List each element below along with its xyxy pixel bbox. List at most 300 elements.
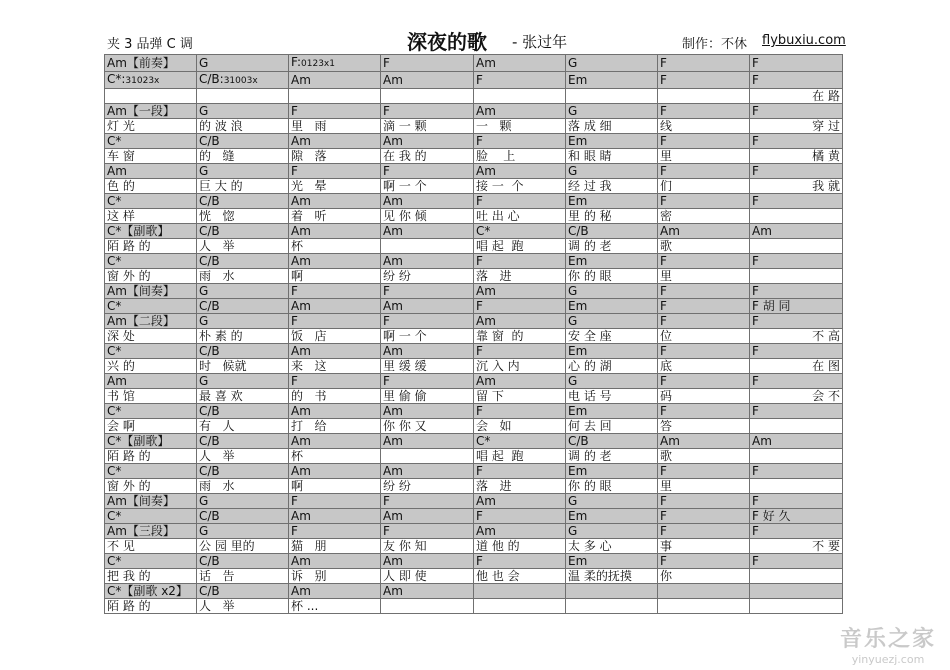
chord-cell: F xyxy=(381,374,474,389)
chord-cell: Am xyxy=(474,524,566,539)
chord-cell: C/B:31003x xyxy=(197,72,289,89)
chord-cell: F xyxy=(289,164,381,179)
lyric-cell: 我 就 xyxy=(750,179,843,194)
lyric-row xyxy=(105,149,843,164)
lyric-cell: 调 的 老 xyxy=(566,239,658,254)
lyric-cell: 何 去 回 xyxy=(566,419,658,434)
chord-cell xyxy=(474,584,566,599)
lyric-cell: 在 我 的 xyxy=(381,149,474,164)
lyric-cell: 们 xyxy=(658,179,750,194)
chord-cell: F xyxy=(658,299,750,314)
chord-cell: F xyxy=(658,554,750,569)
lyric-cell: 在 路 xyxy=(750,89,843,104)
chord-cell: F xyxy=(750,404,843,419)
chord-cell: Am xyxy=(381,344,474,359)
chord-cell: F xyxy=(474,554,566,569)
chord-cell: Em xyxy=(566,344,658,359)
chord-cell: C/B xyxy=(566,224,658,239)
chord-cell: G xyxy=(197,494,289,509)
lyric-cell: 唱 起 跑 xyxy=(474,449,566,464)
lyric-row xyxy=(105,89,843,104)
chord-cell: F xyxy=(658,404,750,419)
chord-cell: Am xyxy=(381,299,474,314)
chord-cell: F xyxy=(289,494,381,509)
lyric-cell: 线 xyxy=(658,119,750,134)
lyric-cell: 你 的 眼 xyxy=(566,479,658,494)
lyric-cell: 不 高 xyxy=(750,329,843,344)
lyric-cell: 着 听 xyxy=(289,209,381,224)
chord-cell: Am xyxy=(381,134,474,149)
lyric-cell xyxy=(566,89,658,104)
chord-cell: G xyxy=(197,374,289,389)
chord-row xyxy=(105,404,843,419)
chord-row xyxy=(105,524,843,539)
chord-cell: Am xyxy=(289,194,381,209)
lyric-cell: 里 xyxy=(658,269,750,284)
lyric-cell: 道 他 的 xyxy=(474,539,566,554)
lyric-cell xyxy=(750,599,843,614)
chord-cell: Am xyxy=(381,554,474,569)
chord-row xyxy=(105,434,843,449)
chord-cell: C/B xyxy=(197,254,289,269)
chord-cell: C/B xyxy=(197,224,289,239)
chord-row xyxy=(105,554,843,569)
chord-row xyxy=(105,374,843,389)
lyric-cell: 书 馆 xyxy=(105,389,197,404)
chord-cell: F xyxy=(658,509,750,524)
site-link[interactable]: flybuxiu.com xyxy=(762,33,846,48)
chord-cell: Em xyxy=(566,134,658,149)
chord-cell: G xyxy=(197,104,289,119)
lyric-cell: 靠 窗 的 xyxy=(474,329,566,344)
chord-cell: F xyxy=(474,194,566,209)
capo-instruction: 夹 3 品弹 C 调 xyxy=(107,37,193,52)
lyric-cell: 车 窗 xyxy=(105,149,197,164)
watermark-logo xyxy=(840,622,936,666)
chord-cell: Am xyxy=(105,374,197,389)
chord-cell: G xyxy=(197,284,289,299)
lyric-cell: 落 进 xyxy=(474,479,566,494)
chord-cell: F xyxy=(750,72,843,89)
chord-cell: C/B xyxy=(197,464,289,479)
chord-row xyxy=(105,164,843,179)
lyric-cell xyxy=(750,479,843,494)
chord-cell: F xyxy=(658,524,750,539)
lyric-cell: 心 的 湖 xyxy=(566,359,658,374)
lyric-row xyxy=(105,479,843,494)
chord-cell: F xyxy=(750,284,843,299)
chord-cell: F xyxy=(750,464,843,479)
chord-cell: Am【一段】 xyxy=(105,104,197,119)
chord-cell: Am xyxy=(474,494,566,509)
lyric-cell: 朴 素 的 xyxy=(197,329,289,344)
chord-cell: G xyxy=(566,524,658,539)
lyric-cell: 饭 店 xyxy=(289,329,381,344)
lyric-cell xyxy=(197,89,289,104)
chord-cell: F xyxy=(474,464,566,479)
chord-cell: C/B xyxy=(197,584,289,599)
chord-cell: C/B xyxy=(197,404,289,419)
chord-cell: Am xyxy=(474,314,566,329)
lyric-cell: 里 的 秘 xyxy=(566,209,658,224)
chord-cell: C*:31023x xyxy=(105,72,197,89)
chord-cell: F xyxy=(658,494,750,509)
chord-cell: F xyxy=(750,104,843,119)
lyric-cell: 码 xyxy=(658,389,750,404)
chord-cell: G xyxy=(197,524,289,539)
lyric-cell: 啊 xyxy=(289,269,381,284)
lyric-cell: 色 的 xyxy=(105,179,197,194)
chord-cell: Em xyxy=(566,254,658,269)
chord-cell: F xyxy=(658,134,750,149)
lyric-cell xyxy=(474,89,566,104)
lyric-cell: 穿 过 xyxy=(750,119,843,134)
chord-cell: Am xyxy=(381,404,474,419)
watermark-url: yinyuezj.com xyxy=(851,653,925,666)
lyric-cell: 位 xyxy=(658,329,750,344)
chord-cell: F xyxy=(658,374,750,389)
chord-cell: Am xyxy=(289,134,381,149)
lyric-cell: 雨 水 xyxy=(197,479,289,494)
lyric-cell: 杯 ... xyxy=(289,599,381,614)
lyric-cell: 纷 纷 xyxy=(381,269,474,284)
chord-cell: G xyxy=(197,55,289,72)
lyric-cell: 诉 别 xyxy=(289,569,381,584)
lyric-cell xyxy=(750,239,843,254)
chord-cell: G xyxy=(566,284,658,299)
lyric-cell xyxy=(381,599,474,614)
lyric-cell: 见 你 倾 xyxy=(381,209,474,224)
lyric-cell: 人 即 使 xyxy=(381,569,474,584)
chord-cell: C* xyxy=(474,434,566,449)
chord-row xyxy=(105,509,843,524)
chord-cell: C* xyxy=(105,344,197,359)
lyric-cell: 杯 xyxy=(289,449,381,464)
chord-cell: Am xyxy=(381,254,474,269)
song-title: 深夜的歌 xyxy=(407,30,487,54)
chord-cell: F xyxy=(474,299,566,314)
chord-cell: F xyxy=(289,374,381,389)
chord-cell: Am【间奏】 xyxy=(105,494,197,509)
chord-cell: C*【副歌】 xyxy=(105,434,197,449)
lyric-cell: 歌 xyxy=(658,239,750,254)
watermark-main: 音乐之家 xyxy=(839,627,936,652)
chord-cell: F xyxy=(381,494,474,509)
chord-cell: C/B xyxy=(197,434,289,449)
lyric-cell xyxy=(566,599,658,614)
chord-cell: Am xyxy=(658,224,750,239)
chord-cell: C/B xyxy=(197,509,289,524)
lyric-cell: 接 一 个 xyxy=(474,179,566,194)
lyric-row xyxy=(105,209,843,224)
chord-cell: F xyxy=(474,254,566,269)
chord-cell: C/B xyxy=(197,299,289,314)
lyric-cell: 窗 外 的 xyxy=(105,269,197,284)
chord-row xyxy=(105,314,843,329)
chord-cell: Am xyxy=(381,584,474,599)
lyric-cell: 不 见 xyxy=(105,539,197,554)
chord-cell: F xyxy=(750,524,843,539)
lyric-cell: 光 晕 xyxy=(289,179,381,194)
lyric-cell: 脸 上 xyxy=(474,149,566,164)
chord-cell: C* xyxy=(105,134,197,149)
lyric-cell: 在 图 xyxy=(750,359,843,374)
lyric-cell: 调 的 老 xyxy=(566,449,658,464)
lyric-cell: 太 多 心 xyxy=(566,539,658,554)
lyric-cell xyxy=(105,89,197,104)
chord-cell: Am xyxy=(474,164,566,179)
lyric-cell: 歌 xyxy=(658,449,750,464)
chord-cell: Em xyxy=(566,404,658,419)
chord-cell: F xyxy=(750,134,843,149)
lyric-cell: 窗 外 的 xyxy=(105,479,197,494)
lyric-cell: 巨 大 的 xyxy=(197,179,289,194)
chord-cell: Am xyxy=(381,464,474,479)
chord-cell: C* xyxy=(105,464,197,479)
chord-cell: Am xyxy=(381,509,474,524)
lyric-cell: 和 眼 睛 xyxy=(566,149,658,164)
lyric-cell: 的 缝 xyxy=(197,149,289,164)
lyric-cell: 人 举 xyxy=(197,449,289,464)
chord-cell: F xyxy=(750,164,843,179)
chord-cell: F xyxy=(474,344,566,359)
lyric-cell: 最 喜 欢 xyxy=(197,389,289,404)
lyric-cell xyxy=(750,209,843,224)
chord-cell: Am【前奏】 xyxy=(105,55,197,72)
chord-row xyxy=(105,284,843,299)
lyric-cell: 陌 路 的 xyxy=(105,599,197,614)
chord-cell: F xyxy=(750,194,843,209)
lyric-cell: 的 波 浪 xyxy=(197,119,289,134)
lyric-cell: 里 缓 缓 xyxy=(381,359,474,374)
chord-cell: F xyxy=(750,344,843,359)
chord-cell: Am xyxy=(289,404,381,419)
lyric-cell: 陌 路 的 xyxy=(105,449,197,464)
chord-cell: C* xyxy=(105,509,197,524)
lyric-row xyxy=(105,239,843,254)
lyric-cell: 会 如 xyxy=(474,419,566,434)
lyric-cell: 唱 起 跑 xyxy=(474,239,566,254)
chord-cell xyxy=(658,584,750,599)
chord-row xyxy=(105,464,843,479)
chord-row xyxy=(105,224,843,239)
lyric-cell: 恍 惚 xyxy=(197,209,289,224)
chord-cell: Am xyxy=(289,584,381,599)
chord-cell: G xyxy=(566,104,658,119)
lyric-cell: 安 全 座 xyxy=(566,329,658,344)
chord-cell: C* xyxy=(105,194,197,209)
chord-cell: F xyxy=(381,284,474,299)
chord-cell: G xyxy=(566,55,658,72)
lyric-cell: 隙 落 xyxy=(289,149,381,164)
lyric-cell: 的 书 xyxy=(289,389,381,404)
lyric-cell: 陌 路 的 xyxy=(105,239,197,254)
chord-cell: Am xyxy=(750,434,843,449)
lyric-cell: 事 xyxy=(658,539,750,554)
chord-cell: Am xyxy=(381,224,474,239)
lyric-cell: 你 的 眼 xyxy=(566,269,658,284)
chord-cell: G xyxy=(566,374,658,389)
lyric-cell: 密 xyxy=(658,209,750,224)
chord-row xyxy=(105,584,843,599)
chord-cell: Am xyxy=(289,254,381,269)
chord-cell: C* xyxy=(105,554,197,569)
chord-cell: C* xyxy=(474,224,566,239)
chord-cell: Am xyxy=(289,224,381,239)
chord-cell: F xyxy=(750,554,843,569)
lyric-cell xyxy=(750,269,843,284)
chord-cell: F xyxy=(474,134,566,149)
chord-cell: C*【副歌 x2】 xyxy=(105,584,197,599)
chord-cell: F xyxy=(658,314,750,329)
chord-cell: F 好 久 xyxy=(750,509,843,524)
lyric-cell: 纷 纷 xyxy=(381,479,474,494)
chord-row xyxy=(105,72,843,89)
lyric-row xyxy=(105,599,843,614)
chord-cell: Am xyxy=(381,194,474,209)
lyric-cell: 深 处 xyxy=(105,329,197,344)
lyric-cell xyxy=(474,599,566,614)
lyric-cell: 有 人 xyxy=(197,419,289,434)
lyric-cell: 滴 一 颗 xyxy=(381,119,474,134)
chord-row xyxy=(105,494,843,509)
lyric-row xyxy=(105,179,843,194)
lyric-row xyxy=(105,119,843,134)
lyric-row xyxy=(105,329,843,344)
lyric-cell: 一 颗 xyxy=(474,119,566,134)
chord-cell: C/B xyxy=(197,194,289,209)
lyric-cell: 温 柔的抚摸 xyxy=(566,569,658,584)
lyric-cell: 橘 黄 xyxy=(750,149,843,164)
lyric-cell: 杯 xyxy=(289,239,381,254)
chord-cell: C/B xyxy=(197,344,289,359)
lyric-cell: 答 xyxy=(658,419,750,434)
chord-cell: F xyxy=(381,104,474,119)
lyric-cell: 啊 一 个 xyxy=(381,179,474,194)
chord-cell: C/B xyxy=(566,434,658,449)
chord-cell: Am xyxy=(750,224,843,239)
chord-cell: F xyxy=(289,284,381,299)
chord-cell: G xyxy=(197,164,289,179)
lyric-cell: 公 园 里的 xyxy=(197,539,289,554)
chord-cell: F xyxy=(289,314,381,329)
chord-cell: Am xyxy=(474,55,566,72)
lyric-cell: 会 不 xyxy=(750,389,843,404)
chord-cell xyxy=(750,584,843,599)
lyric-cell: 灯 光 xyxy=(105,119,197,134)
chord-cell: Am xyxy=(289,464,381,479)
lyric-cell: 落 成 细 xyxy=(566,119,658,134)
chord-cell: F xyxy=(474,404,566,419)
chord-cell: Em xyxy=(566,72,658,89)
chord-row xyxy=(105,55,843,72)
chord-cell: Em xyxy=(566,554,658,569)
chord-cell: F xyxy=(658,254,750,269)
chord-cell: F xyxy=(658,194,750,209)
chord-row xyxy=(105,299,843,314)
lyric-cell xyxy=(658,599,750,614)
lyric-cell: 里 雨 xyxy=(289,119,381,134)
chord-cell: G xyxy=(566,314,658,329)
chord-cell: F xyxy=(289,104,381,119)
chord-cell: F xyxy=(750,494,843,509)
chord-cell: Em xyxy=(566,509,658,524)
chord-row xyxy=(105,254,843,269)
chord-sheet-table xyxy=(104,54,843,614)
chord-cell: Am xyxy=(474,374,566,389)
lyric-cell: 里 偷 偷 xyxy=(381,389,474,404)
lyric-row xyxy=(105,359,843,374)
lyric-cell: 经 过 我 xyxy=(566,179,658,194)
lyric-cell: 猫 朋 xyxy=(289,539,381,554)
chord-cell: F xyxy=(658,104,750,119)
lyric-cell xyxy=(289,89,381,104)
chord-cell: F xyxy=(289,524,381,539)
lyric-cell xyxy=(750,419,843,434)
lyric-cell xyxy=(381,89,474,104)
chord-cell: G xyxy=(566,164,658,179)
chord-cell: F xyxy=(381,524,474,539)
chord-cell: Am xyxy=(289,344,381,359)
chord-cell: F xyxy=(381,314,474,329)
chord-cell: C* xyxy=(105,254,197,269)
chord-cell: F xyxy=(474,509,566,524)
lyric-cell: 他 也 会 xyxy=(474,569,566,584)
lyric-cell: 友 你 知 xyxy=(381,539,474,554)
chord-cell: Am xyxy=(381,72,474,89)
chord-cell: Am xyxy=(474,104,566,119)
lyric-cell: 人 举 xyxy=(197,599,289,614)
chord-cell: C/B xyxy=(197,554,289,569)
chord-cell: F xyxy=(658,284,750,299)
lyric-cell: 啊 一 个 xyxy=(381,329,474,344)
chord-cell xyxy=(566,584,658,599)
lyric-cell: 电 话 号 xyxy=(566,389,658,404)
lyric-cell: 沉 入 内 xyxy=(474,359,566,374)
lyric-cell: 雨 水 xyxy=(197,269,289,284)
chord-cell: F 胡 同 xyxy=(750,299,843,314)
chord-row xyxy=(105,104,843,119)
lyric-cell: 来 这 xyxy=(289,359,381,374)
lyric-row xyxy=(105,449,843,464)
chord-cell: F xyxy=(750,314,843,329)
chord-cell: F xyxy=(750,55,843,72)
lyric-cell: 兴 的 xyxy=(105,359,197,374)
lyric-cell: 落 进 xyxy=(474,269,566,284)
chord-cell: F xyxy=(750,254,843,269)
lyric-row xyxy=(105,569,843,584)
lyric-cell: 会 啊 xyxy=(105,419,197,434)
chord-row xyxy=(105,134,843,149)
chord-cell: Em xyxy=(566,299,658,314)
lyric-cell: 你 xyxy=(658,569,750,584)
lyric-cell: 把 我 的 xyxy=(105,569,197,584)
chord-cell: Am xyxy=(289,72,381,89)
chord-cell: Am【二段】 xyxy=(105,314,197,329)
chord-cell: F xyxy=(750,374,843,389)
chord-cell: G xyxy=(197,314,289,329)
chord-cell: F xyxy=(658,55,750,72)
chord-cell: F xyxy=(658,464,750,479)
chord-cell: F xyxy=(474,72,566,89)
chord-cell: Am xyxy=(289,509,381,524)
lyric-row xyxy=(105,389,843,404)
lyric-cell: 留 下 xyxy=(474,389,566,404)
chord-cell: Am xyxy=(105,164,197,179)
lyric-cell: 里 xyxy=(658,149,750,164)
chord-row xyxy=(105,344,843,359)
chord-cell: F xyxy=(658,164,750,179)
